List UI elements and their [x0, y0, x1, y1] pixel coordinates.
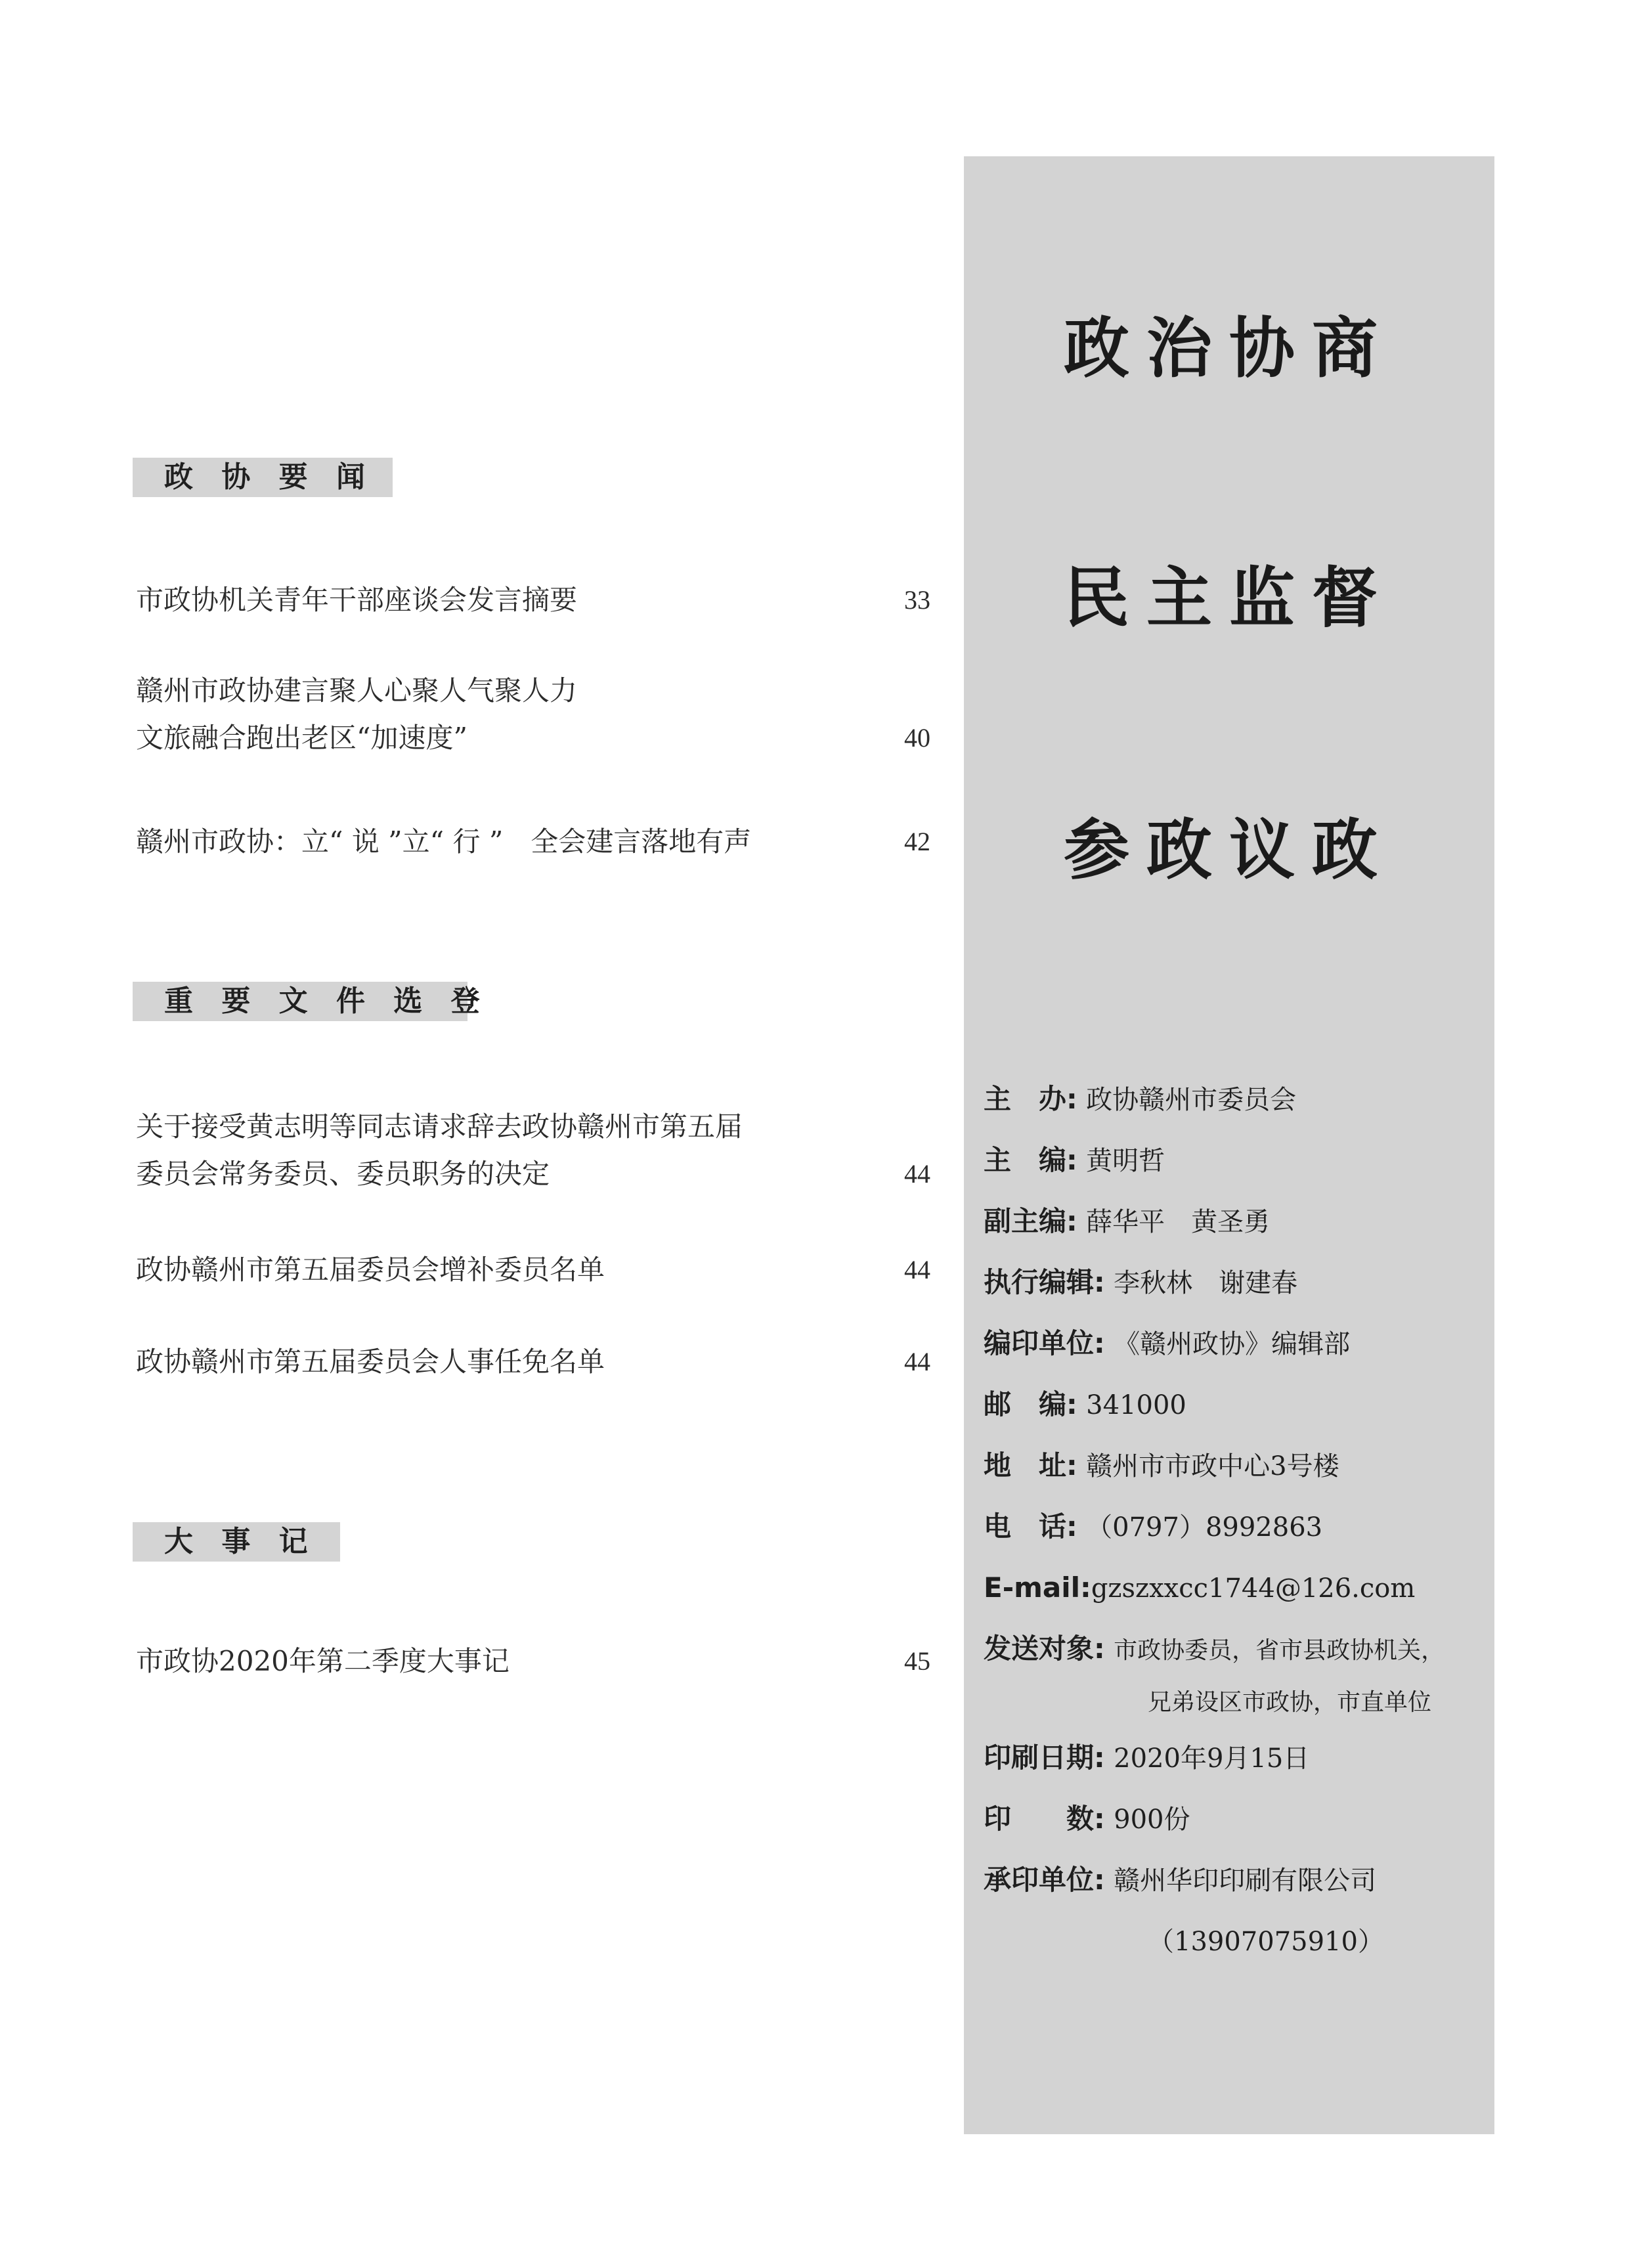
masthead-copies: [984, 1789, 1489, 1850]
masthead-label: 发送对象:: [984, 1632, 1105, 1665]
toc-entry-page: 42: [904, 827, 930, 856]
masthead-label: 副主编:: [984, 1205, 1077, 1237]
toc-entry-title: 关于接受黄志明等同志请求辞去政协赣州市第五届: [136, 1110, 743, 1143]
toc-entry[interactable]: [136, 1103, 930, 1198]
masthead-label: 编印单位:: [984, 1327, 1105, 1359]
toc-entry-title: 市政协机关青年干部座谈会发言摘要: [136, 584, 578, 616]
masthead-postcode: [984, 1374, 1489, 1435]
masthead-label: 地 址:: [984, 1449, 1077, 1481]
masthead-value: 李秋林 谢建春: [1114, 1268, 1298, 1298]
toc-entry-page: 33: [904, 585, 930, 615]
toc-entry[interactable]: [136, 818, 930, 866]
masthead-value: 市政协委员，省市县政协机关，: [1114, 1637, 1445, 1664]
masthead-recipients: [984, 1619, 1489, 1676]
toc-entry-title: 市政协2020年第二季度大事记: [136, 1645, 510, 1677]
masthead-value: 黄明哲: [1086, 1146, 1165, 1176]
masthead-value: 兄弟设区市政协，市直单位: [1148, 1689, 1432, 1716]
toc-entry-title: 赣州市政协建言聚人心聚人气聚人力: [136, 674, 578, 707]
toc-entry-title: 文旅融合跑出老区“加速度”: [136, 722, 467, 754]
toc-entry[interactable]: [136, 1246, 930, 1294]
masthead-executive-editor: [984, 1252, 1489, 1313]
masthead-value: 2020年9月15日: [1114, 1743, 1310, 1774]
toc-entry-page: 44: [904, 1159, 930, 1189]
masthead-sidebar: [964, 156, 1494, 2134]
toc-entry-page: 44: [904, 1347, 930, 1376]
masthead-editor: [984, 1130, 1489, 1191]
toc-entry[interactable]: [136, 1338, 930, 1386]
masthead-value: 政协赣州市委员会: [1086, 1085, 1297, 1115]
masthead-label: 邮 编:: [984, 1388, 1077, 1420]
masthead-recipients-cont: [984, 1676, 1489, 1728]
masthead-sponsor: [984, 1069, 1489, 1130]
masthead-label: 印 数:: [984, 1803, 1105, 1835]
masthead-phone: [984, 1497, 1489, 1558]
masthead-printer-cont: [984, 1911, 1489, 1972]
toc-entry-page: 40: [904, 723, 930, 753]
masthead-label: E-mail:: [984, 1571, 1091, 1604]
section-heading-cppcc-news: 政 协 要 闻: [133, 458, 393, 497]
masthead-label: 执行编辑:: [984, 1266, 1105, 1298]
toc-entry-page: 44: [904, 1255, 930, 1284]
toc-entry[interactable]: [136, 577, 930, 624]
masthead-value: 赣州华印印刷有限公司: [1114, 1866, 1377, 1896]
masthead-print-unit: [984, 1313, 1489, 1374]
toc-entry-title: 委员会常务委员、委员职务的决定: [136, 1158, 550, 1190]
masthead-label: 主 办:: [984, 1083, 1077, 1115]
masthead-value: （13907075910）: [1148, 1927, 1384, 1957]
masthead-print-date: [984, 1728, 1489, 1789]
masthead-address: [984, 1435, 1489, 1497]
section-heading-chronicle: 大 事 记: [133, 1522, 340, 1562]
masthead-info: [984, 1069, 1489, 1972]
masthead-printer: [984, 1850, 1489, 1911]
motto-participation: 参政议政: [1064, 811, 1395, 888]
masthead-deputy-editor: [984, 1191, 1489, 1252]
masthead-label: 承印单位:: [984, 1864, 1105, 1896]
toc-entry-title: 政协赣州市第五届委员会人事任免名单: [136, 1346, 605, 1378]
motto-political-consultation: 政治协商: [1064, 309, 1395, 387]
masthead-value[interactable]: gzszxxcc1744@126.com: [1091, 1573, 1416, 1604]
masthead-value: 薛华平 黄圣勇: [1086, 1207, 1271, 1237]
toc-entry-page: 45: [904, 1646, 930, 1676]
masthead-value: 900份: [1114, 1805, 1190, 1835]
motto-democratic-supervision: 民主监督: [1064, 559, 1395, 636]
toc-entry-title: 赣州市政协：立“ 说 ”立“ 行 ” 全会建言落地有声: [136, 825, 752, 858]
masthead-value: 《赣州政协》编辑部: [1114, 1329, 1351, 1359]
toc-entry[interactable]: [136, 1638, 930, 1685]
masthead-label: 电 话:: [984, 1510, 1077, 1543]
masthead-email: [984, 1558, 1489, 1619]
masthead-value: 赣州市市政中心3号楼: [1086, 1451, 1339, 1481]
masthead-value: （0797）8992863: [1086, 1512, 1323, 1543]
section-heading-important-documents: 重 要 文 件 选 登: [133, 982, 467, 1021]
masthead-label: 印刷日期:: [984, 1742, 1105, 1774]
masthead-value: 341000: [1086, 1390, 1186, 1420]
masthead-label: 主 编:: [984, 1144, 1077, 1176]
toc-entry[interactable]: [136, 667, 930, 762]
toc-entry-title: 政协赣州市第五届委员会增补委员名单: [136, 1254, 605, 1286]
